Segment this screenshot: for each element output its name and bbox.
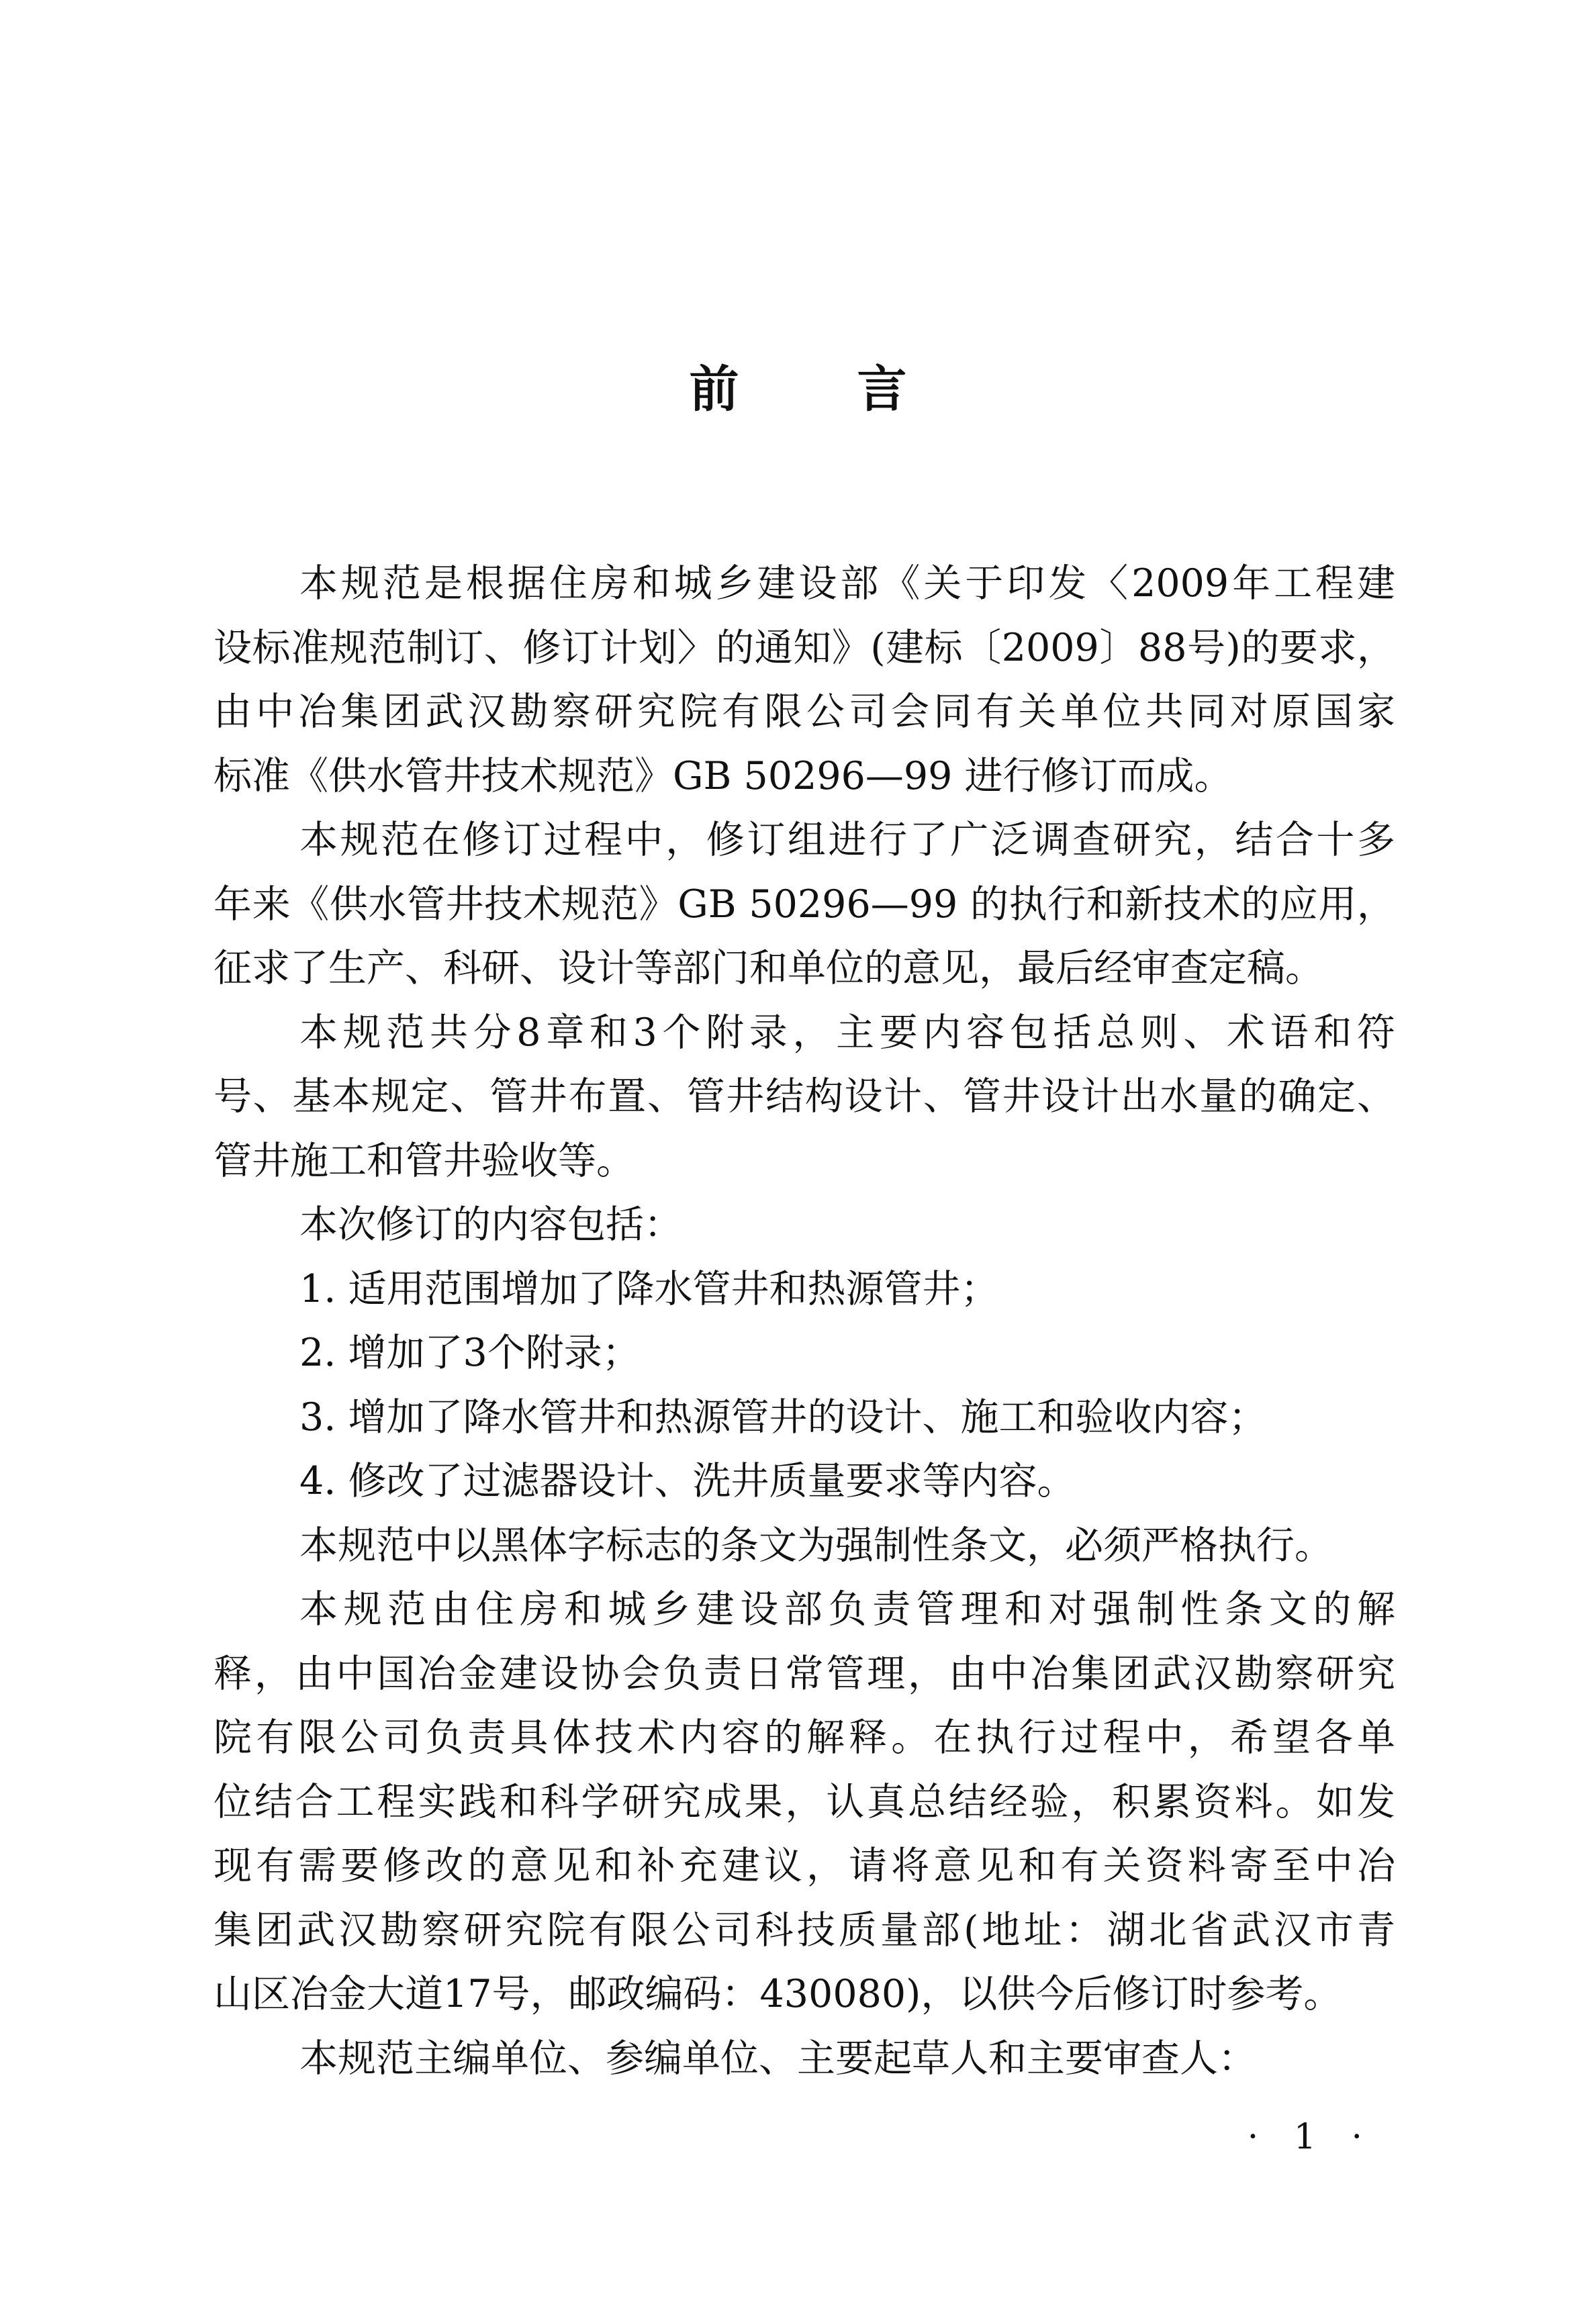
revision-item-4: 4. 修改了过滤器设计、洗井质量要求等内容。 (299, 1459, 1076, 1503)
paragraph-1-line-1: 本规范是根据住房和城乡建设部《关于印发〈2009年工程建 (299, 561, 1395, 606)
paragraph-2-line-3: 征求了生产、科研、设计等部门和单位的意见，最后经审查定稿。 (214, 946, 1323, 990)
revision-intro: 本次修订的内容包括： (299, 1202, 682, 1247)
paragraph-5-line-3: 院有限公司负责具体技术内容的解释。在执行过程中，希望各单 (214, 1715, 1395, 1760)
mandatory-clause-note: 本规范中以黑体字标志的条文为强制性条文，必须严格执行。 (299, 1523, 1333, 1568)
paragraph-3-line-3: 管井施工和管井验收等。 (214, 1138, 635, 1183)
paragraph-6-line-1: 本规范主编单位、参编单位、主要起草人和主要审查人： (299, 2036, 1256, 2081)
revision-item-1: 1. 适用范围增加了降水管井和热源管井； (299, 1266, 999, 1311)
paragraph-1-line-4: 标准《供水管井技术规范》GB 50296—99 进行修订而成。 (214, 753, 1233, 798)
paragraph-1-line-2: 设标准规范制订、修订计划〉的通知》(建标〔2009〕88号)的要求， (214, 625, 1395, 670)
title-char-2: 言 (857, 361, 907, 418)
revision-item-3: 3. 增加了降水管井和热源管井的设计、施工和验收内容； (299, 1395, 1267, 1439)
paragraph-3-line-2: 号、基本规定、管井布置、管井结构设计、管井设计出水量的确定、 (214, 1074, 1395, 1119)
paragraph-5-line-6: 集团武汉勘察研究院有限公司科技质量部(地址：湖北省武汉市青 (214, 1907, 1395, 1952)
paragraph-5-line-1: 本规范由住房和城乡建设部负责管理和对强制性条文的解 (299, 1587, 1395, 1632)
title-char-1: 前 (689, 361, 739, 418)
paragraph-5-line-2: 释，由中国冶金建设协会负责日常管理，由中冶集团武汉勘察研究 (214, 1651, 1395, 1696)
page-title (0, 359, 1596, 420)
page-number: · 1 · (1247, 2117, 1374, 2157)
paragraph-2-line-2: 年来《供水管井技术规范》GB 50296—99 的执行和新技术的应用， (214, 882, 1395, 927)
paragraph-5-line-4: 位结合工程实践和科学研究成果，认真总结经验，积累资料。如发 (214, 1779, 1395, 1824)
paragraph-5-line-7: 山区冶金大道17号，邮政编码：430080)，以供今后修订时参考。 (214, 1972, 1342, 2016)
paragraph-2-line-1: 本规范在修订过程中，修订组进行了广泛调查研究，结合十多 (299, 818, 1395, 862)
revision-item-2: 2. 增加了3个附录； (299, 1331, 641, 1375)
paragraph-1-line-3: 由中冶集团武汉勘察研究院有限公司会同有关单位共同对原国家 (214, 690, 1395, 734)
paragraph-5-line-5: 现有需要修改的意见和补充建议，请将意见和有关资料寄至中冶 (214, 1844, 1395, 1888)
body-text (214, 552, 1395, 2091)
paragraph-3-line-1: 本规范共分8章和3个附录，主要内容包括总则、术语和符 (299, 1010, 1395, 1055)
